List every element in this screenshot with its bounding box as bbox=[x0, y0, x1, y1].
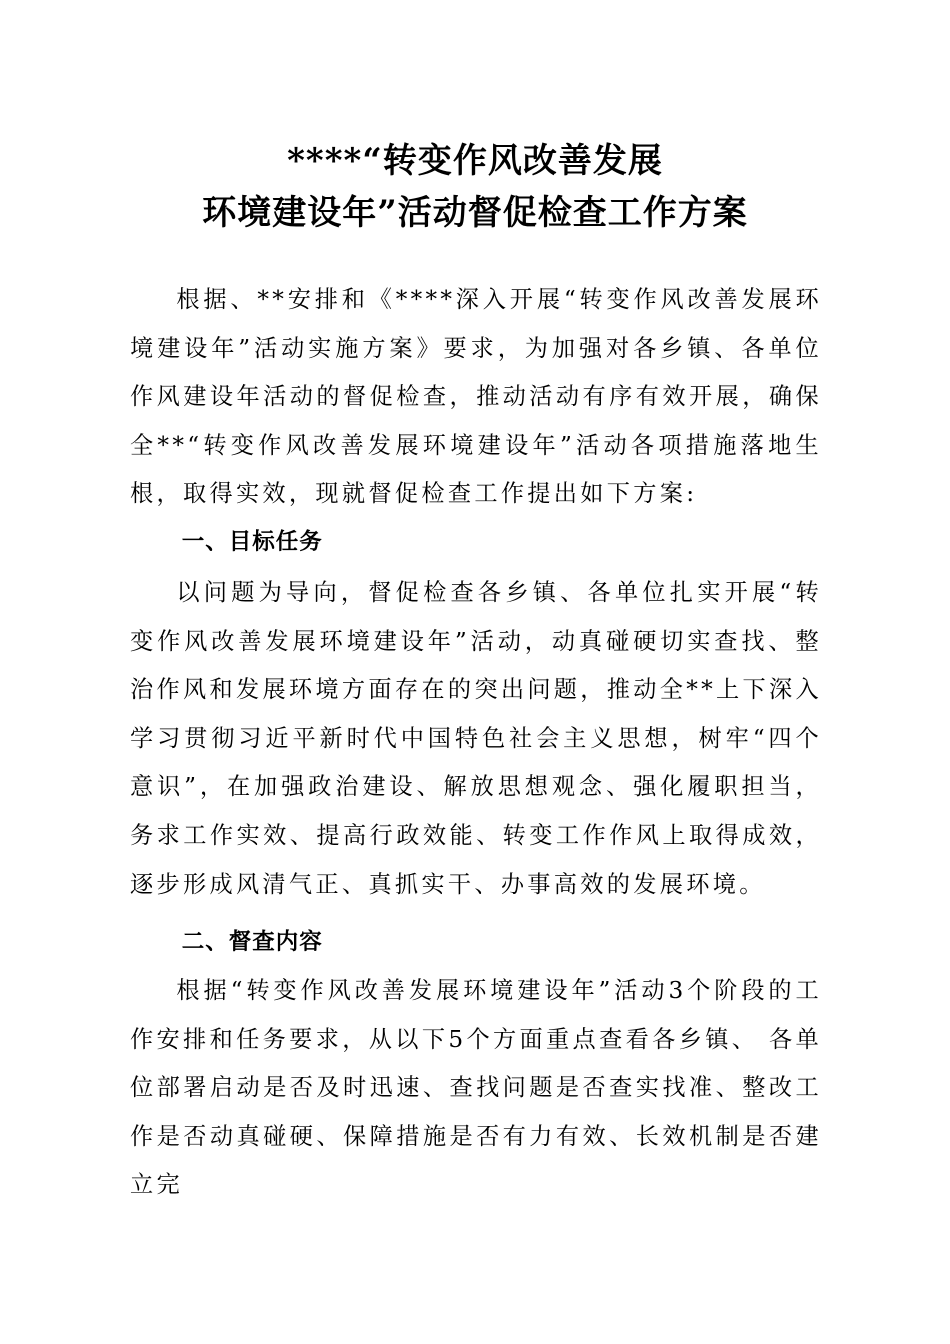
section-heading-inspection-content: 二、督查内容 bbox=[181, 929, 323, 955]
section-heading-objectives: 一、目标任务 bbox=[181, 529, 323, 555]
objectives-paragraph: 以问题为导向，督促检查各乡镇、各单位扎实开展“转变作风改善发展环境建设年”活动，动真碰硬切实查找、整治作风和发展环境方面存在的突出问题，推动全**上下深入学习贯彻习近平新时代中国特色社会主义思想，树牢“四个意识”，在加强政治建设、解放思想观念、强化履职担当，务求工作实效、提高行政效能、转变工作作风上取得成效，逐步形成风清气正、真抓实干、办事高效的发展环境。 bbox=[130, 579, 822, 898]
intro-paragraph: 根据、**安排和《****深入开展“转变作风改善发展环境建设年”活动实施方案》要求，为加强对各乡镇、各单位作风建设年活动的督促检查，推动活动有序有效开展，确保全**“转变作风改善发展环境建设年”活动各项措施落地生根，取得实效，现就督促检查工作提出如下方案: bbox=[130, 286, 822, 508]
inspection-content-paragraph: 根据“转变作风改善发展环境建设年”活动3个阶段的工作安排和任务要求，从以下5个方面重点查看各乡镇、 各单位部署启动是否及时迅速、查找问题是否查实找准、整改工作是否动真碰硬、保障措施是否有力有效、长效机制是否建立完 bbox=[130, 977, 822, 1199]
document-title-line-2: 环境建设年”活动督促检查工作方案 bbox=[202, 193, 748, 233]
document-title-line-1: ****“转变作风改善发展 bbox=[287, 141, 663, 181]
